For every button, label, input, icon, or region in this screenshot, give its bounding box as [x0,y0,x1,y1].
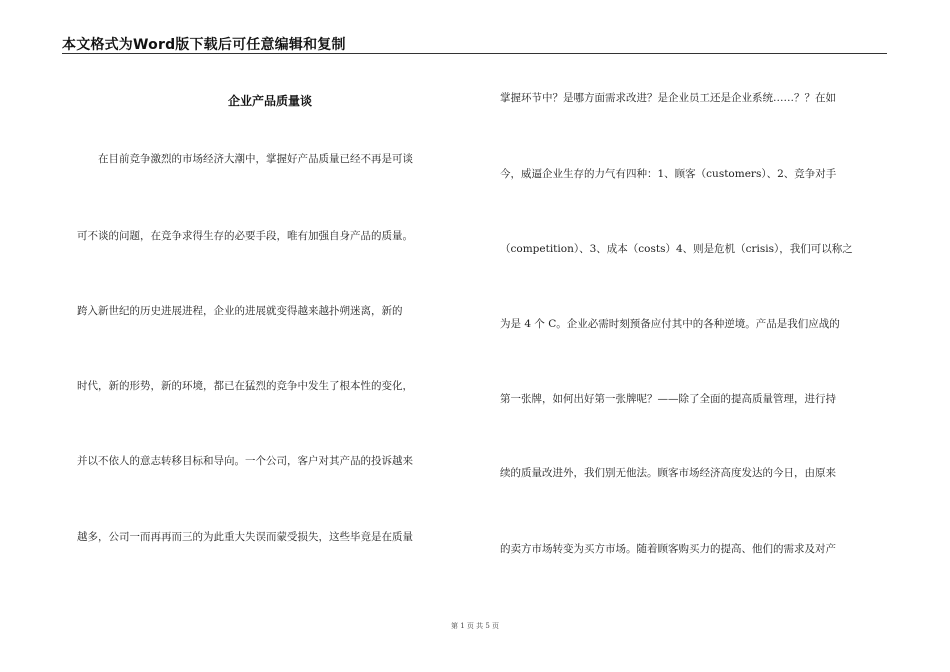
right-line-6: 续的质量改进外，我们别无他法。顾客市场经济高度发达的今日，由原来 [500,467,836,479]
right-line-1: 掌握环节中？是哪方面需求改进？是企业员工还是企业系统……？？在如 [500,92,836,104]
left-line-4: 时代，新的形势，新的环境，都已在猛烈的竞争中发生了根本性的变化， [77,380,413,392]
download-banner: 本文格式为Word版下载后可任意编辑和复制 [62,37,346,53]
right-line-5: 第一张牌，如何出好第一张牌呢？——除了全面的提高质量管理，进行持 [500,393,836,405]
right-line-3: （competition）、3、成本（costs）4、则是危机（crisis），我们可以称之 [500,243,853,255]
header-divider [62,53,887,54]
right-line-7: 的卖方市场转变为买方市场。随着顾客购买力的提高、他们的需求及对产 [500,543,836,555]
left-line-6: 越多，公司一而再再而三的为此重大失误而蒙受损失，这些毕竟是在质量 [77,531,413,543]
document-title: 企业产品质量谈 [227,94,312,108]
left-line-3: 跨入新世纪的历史进展进程，企业的进展就变得越来越扑朔迷离，新的 [77,305,403,317]
right-line-4: 为是 4 个 C。企业必需时刻预备应付其中的各种逆境。产品是我们应战的 [500,318,840,330]
left-line-1: 在目前竞争激烈的市场经济大潮中，掌握好产品质量已经不再是可谈 [77,153,413,165]
left-line-2: 可不谈的问题，在竞争求得生存的必要手段，唯有加强自身产品的质量。 [77,230,413,242]
left-line-5: 并以不依人的意志转移目标和导向。一个公司，客户对其产品的投诉越来 [77,455,413,467]
page-number: 第 1 页 共 5 页 [450,622,500,630]
right-line-2: 今，威逼企业生存的力气有四种：1、顾客（customers）、2、竞争对手 [500,168,837,180]
